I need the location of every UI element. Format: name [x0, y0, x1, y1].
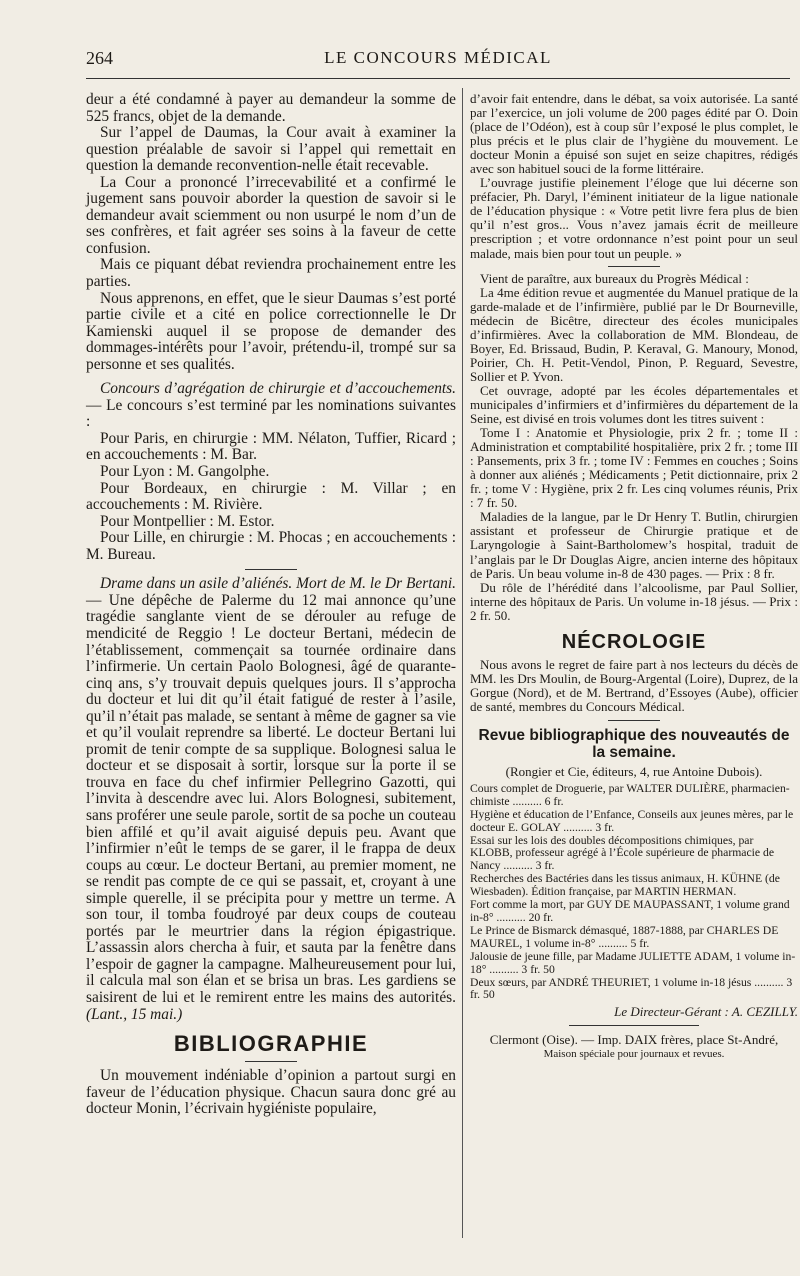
separator	[569, 1025, 699, 1026]
imprint-subline: Maison spéciale pour journaux et revues.	[543, 1048, 725, 1061]
drame-title: Drame dans un asile d’aliénés. Mort de M. le Dr Bertani.	[100, 575, 456, 593]
right-column	[470, 92, 798, 1062]
concours-item: Pour Lyon : M. Gangolphe.	[100, 463, 270, 481]
separator	[608, 266, 660, 267]
separator	[245, 1061, 297, 1062]
page-header	[86, 48, 790, 74]
paragraph: La Cour a prononcé l’irrecevabilité et a confirmé le jugement sans pouvoir aborder la question de savoir si le demandeur avait sciemment ou non usurpé le nom d’un de ses confrères, et fait agréer ses soins à la faveur de cette confusion.	[86, 173, 456, 257]
bibliographie-text: Un mouvement indéniable d’opinion a partout surgi en faveur de l’éducation physique. Chacun saura donc gré au docteur Monin, l’écrivain hygiéniste populaire,	[86, 1067, 456, 1118]
paragraph: d’avoir fait entendre, dans le débat, sa voix autorisée. La santé par l’exercice, un joli volume de 200 pages édité par O. Doin (place de l’Odéon), est à coup sûr l’exposé le plus complet, le plus précis et le plus clair de l’hygiène du mouvement. Le docteur Monin a épuisé son sujet en seize chapitres, rédigés avec son habituel souci de la forme littéraire.	[470, 91, 798, 177]
paragraph: Du rôle de l’hérédité dans l’alcoolisme, par Paul Sollier, interne des hôpitaux de Paris. Un volume in-18 jésus. — Prix : 2 fr. 50.	[470, 579, 798, 623]
imprint	[470, 1032, 798, 1062]
list-item: Fort comme la mort, par GUY DE MAUPASSANT, 1 volume grand in-8° .......... 20 fr.	[470, 898, 790, 924]
list-item: Essai sur les lois des doubles décompositions chimiques, par KLOBB, professeur agrégé à l’École supérieure de pharmacie de Nancy .......... 3 fr.	[470, 833, 775, 873]
paragraph: Sur l’appel de Daumas, la Cour avait à examiner la question préalable de savoir si l’appel qui remettait en question la demande reconvention-nelle était recevable.	[86, 124, 456, 175]
concours-item: Pour Lille, en chirurgie : M. Phocas ; en accouchements : M. Bureau.	[86, 529, 456, 563]
paragraph: Maladies de la langue, par le Dr Henry T. Butlin, chirurgien assistant et professeur de Chirurgie pratique et de Laryngologie à Saint-Bartholomew’s hospital, traduit de l’anglais par le Dr Douglas Aigre, ancien interne des hôpitaux de Paris. Un beau volume in-8 de 430 pages. — Prix : 8 fr.	[470, 509, 798, 581]
necrologie-heading: NÉCROLOGIE	[561, 630, 707, 653]
paragraph: Tome I : Anatomie et Physiologie, prix 2 fr. ; tome II : Administration et comptabilité hospitalière, prix 2 fr. ; tome III : Pansements, prix 3 fr. ; tome IV : Femmes en couches ; Soins à donner aux aliénés ; Médicaments ; Petit dictionnaire, prix 2 fr. ; tome V : Hygiène, prix 2 fr. Les cinq volumes réunis, Prix : 7 fr. 50.	[470, 425, 798, 511]
book-list	[470, 783, 798, 1002]
concours-item: Pour Bordeaux, en chirurgie : M. Villar ; en accouchements : M. Rivière.	[86, 479, 456, 514]
concours-item: Pour Paris, en chirurgie : MM. Nélaton, Tuffier, Ricard ; en accouchements : M. Bar.	[86, 429, 456, 464]
paragraph: Mais ce piquant débat reviendra prochainement entre les parties.	[86, 256, 456, 291]
paragraph: Nous apprenons, en effet, que le sieur Daumas s’est porté partie civile et a cité en police correctionnelle le Dr Kamienski auquel il se propose de demander des dommages-intérêts pour l’avoir, prétendu-il, trompé sur sa personne et ses qualités.	[86, 289, 456, 373]
publisher-line: (Rongier et Cie, éditeurs, 4, rue Antoine Dubois).	[505, 763, 763, 779]
left-column	[86, 92, 456, 1118]
list-item: Hygiène et éducation de l’Enfance, Conseils aux jeunes mères, par le docteur E. GOLAY .......... 3 fr.	[470, 807, 794, 834]
paragraph: Vient de paraître, aux bureaux du Progrès Médical :	[480, 270, 749, 286]
list-item: Recherches des Bactéries dans les tissus animaux, H. KÜHNE (de Wiesbaden). Édition française, par MARTIN HERMAN.	[470, 872, 780, 899]
drame-body: Une dépêche de Palerme du 12 mai annonce qu’une tragédie sanglante vient de se dérouler au refuge de mendicité de Reggio ! Le docteur Bertani, médecin de l’établissement, commençait sa tournée ordinaire dans l’infirmerie. Un certain Paolo Bolognesi, âgé de quarante-cinq ans, s’y trouvait depuis quelques jours. Il s’approcha du docteur et lui dit qu’il était fatigué de rester à l’asile, qu’il n’était pas malade, se sentant à même de gagner sa vie et qu’il voulait reprendre sa liberté. Le docteur Bertani lui promit de tenir compte de sa supplique. Bolognesi salua le docteur et se disposait à sortir, lorsque sur la porte il se trouva en face du chef infirmier Pellegrino Gazotti, qui l’invita à descendre avec lui. Alors Bolognesi, subitement, sans proférer une seule parole, sortit de sa poche un couteau bien affilé et qu’il avait aiguisé depuis peu. Avant que l’infirmier n’eût le temps de se garer, il le frappa de deux coups au cœur. Le docteur Bertani, au premier moment, ne se rendit pas compte de ce qui se passait, et, croyant à une simple querelle, il se précipita pour y mettre un terme. A son tour, il tomba foudroyé par deux coups de couteau portés par le meurtrier dans la région épigastrique. L’assassin alors chercha à fuir, et sauta par la fenêtre dans l’espoir de gagner la campagne. Malheureusement pour lui, il calcula mal son élan et se brisa un bras. Les gardiens se saisirent de lui et le remirent entre les mains des autorités.	[86, 591, 456, 1006]
running-title: LE CONCOURS MÉDICAL	[324, 48, 552, 67]
paragraph: deur a été condamné à payer au demandeur la somme de 525 francs, objet de la demande.	[86, 91, 456, 125]
list-item: Deux sœurs, par ANDRÉ THEURIET, 1 volume in-18 jésus .......... 3 fr. 50	[470, 975, 793, 1002]
necrologie-text: Nous avons le regret de faire part à nos lecteurs du décès de MM. les Drs Moulin, de Bourg-Argental (Loire), Duprez, de la Gorgue (Nord), et de M. Bertrand, d’Essoyes (Aube), officier de santé, membres du Concours Médical.	[470, 656, 798, 714]
page-number: 264	[86, 48, 113, 68]
separator	[245, 569, 297, 570]
concours-section: Concours d’agrégation de chirurgie et d’accouchements. — Le concours s’est terminé par les nominations suivantes :	[86, 380, 456, 431]
paragraph: L’ouvrage justifie pleinement l’éloge que lui décerne son préfacier, Ph. Daryl, l’éminent initiateur de la ligue nationale de l’éducation physique : « Votre petit livre fera plus de bien qu’il n’est gros... Vous n’avez jamais écrit de meilleure prescription ; et votre ordonnance n’est point pour un seul malade, mais bien pour tout un peuple. »	[470, 175, 798, 261]
concours-item: Pour Montpellier : M. Estor.	[100, 512, 275, 530]
column-divider	[462, 88, 463, 1238]
list-item: Jalousie de jeune fille, par Madame JULIETTE ADAM, 1 volume in-18° .......... 3 fr. 50	[470, 949, 796, 976]
imprint-line: Clermont (Oise). — Imp. DAIX frères, place St-André,	[489, 1032, 779, 1048]
list-item: Le Prince de Bismarck démasqué, 1887-1888, par CHARLES DE MAUREL, 1 volume in-8° .......... 5 fr.	[470, 923, 779, 950]
drame-article: Drame dans un asile d’aliénés. Mort de M. le Dr Bertani. — Une dépêche de Palerme du 12 mai annonce qu’une tragédie sanglante vient de se dérouler au refuge de mendicité de Reggio ! Le docteur Bertani, médecin de l’établissement, commençait sa tournée ordinaire dans l’infirmerie. Un certain Paolo Bolognesi, âgé de quarante-cinq ans, s’y trouvait depuis quelques jours. Il s’approcha du docteur et lui dit qu’il était fatigué de rester à l’asile, qu’il n’était pas malade, se sentant à même de gagner sa vie et qu’il voulait reprendre sa liberté. Le docteur Bertani lui promit de tenir compte de sa supplique. Bolognesi salua le docteur et se disposait à sortir, lorsque sur la porte il se trouva en face du chef infirmier Pellegrino Gazotti, qui l’invita à descendre avec lui. Alors Bolognesi, subitement, sans proférer une seule parole, sortit de sa poche un couteau bien affilé et qu’il avait aiguisé depuis peu. Avant que l’infirmier n’eût le temps de se garer, il le frappa de deux coups au cœur. Le docteur Bertani, au premier moment, ne se rendit pas compte de ce qui se passait, et, croyant à une simple querelle, il se précipita pour y mettre un terme. A son tour, il tomba foudroyé par deux coups de couteau portés par le meurtrier dans la région épigastrique. L’assassin alors chercha à fuir, et sauta par la fenêtre dans l’espoir de gagner la campagne. Malheureusement pour lui, il calcula mal son élan et se brisa un bras. Les gardiens se saisirent de lui et le remirent entre les mains des autorités. (Lant., 15 mai.)	[86, 575, 456, 1023]
concours-intro: Le concours s’est terminé par les nominations suivantes :	[86, 396, 456, 431]
separator	[608, 720, 660, 721]
concours-title: Concours d’agrégation de chirurgie et d’accouchements.	[100, 380, 456, 398]
bibliographie-heading: BIBLIOGRAPHIE	[173, 1031, 369, 1057]
header-rule	[86, 78, 790, 79]
revue-heading: Revue bibliographique des nouveautés de la semaine.	[478, 726, 790, 761]
list-item: Cours complet de Droguerie, par WALTER DULIÈRE, pharmacien-chimiste .......... 6 fr.	[470, 781, 790, 808]
director-signature: Le Directeur-Gérant : A. CEZILLY.	[614, 1004, 798, 1020]
paragraph: La 4me édition revue et augmentée du Manuel pratique de la garde-malade et de l’infirmière, publié par le Dr Bourneville, médecin de Bicêtre, directeur des écoles municipales d’infirmières. Avec la collaboration de MM. Blondeau, de Boyer, Ed. Brissaud, Budin, P. Keraval, G. Manoury, Monod, Poirier, Ch. H. Petit-Vendol, Pinon, P. Reguard, Sevestre, Sollier et P. Yvon.	[470, 284, 798, 384]
paragraph: Cet ouvrage, adopté par les écoles départementales et municipales d’infirmiers et d’infirmières du département de la Seine, est divisé en trois volumes dont les titres suivent :	[470, 382, 798, 427]
drame-source: (Lant., 15 mai.)	[86, 1005, 183, 1023]
